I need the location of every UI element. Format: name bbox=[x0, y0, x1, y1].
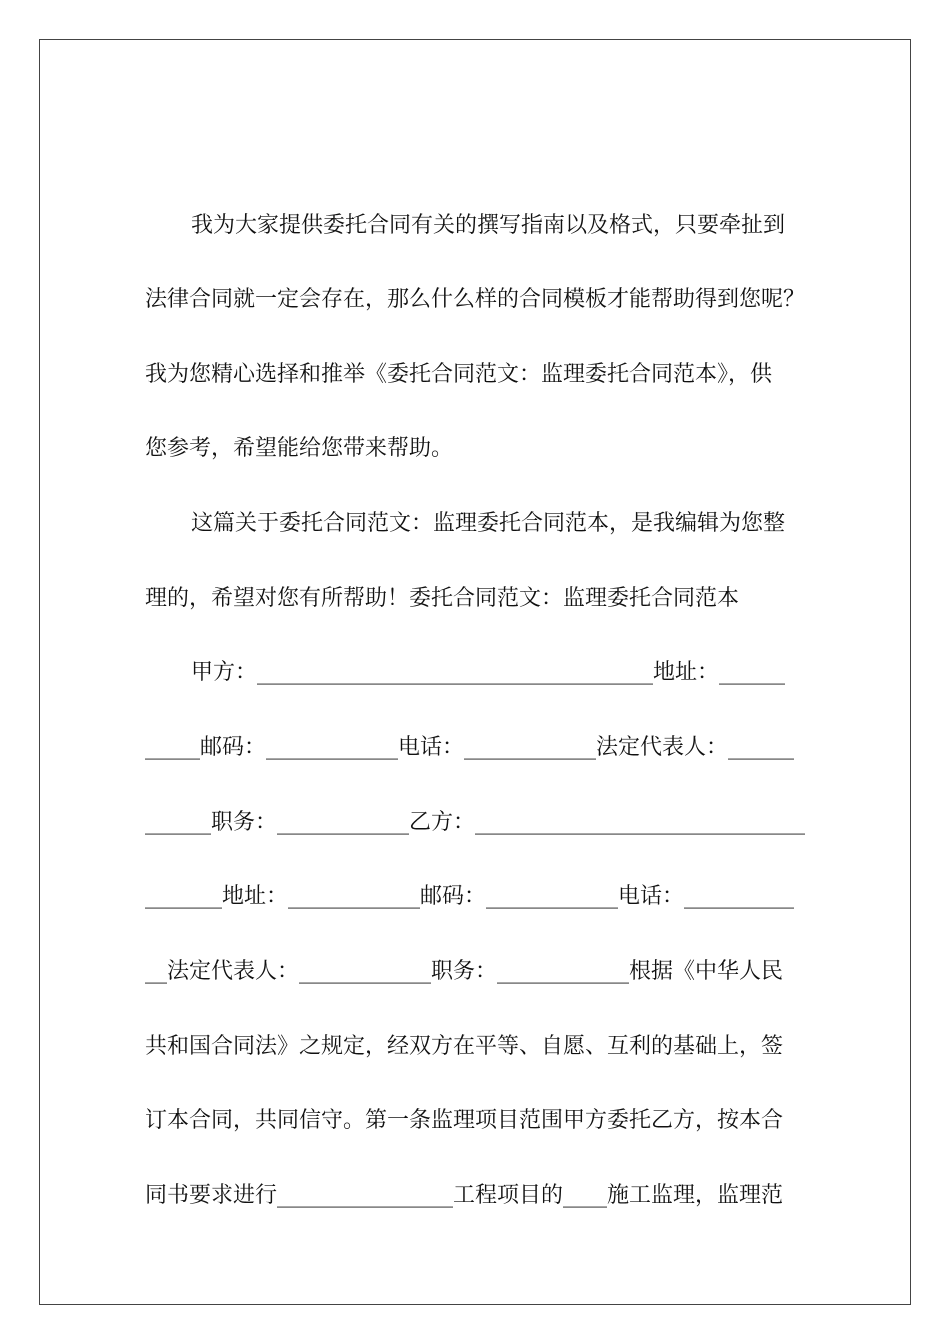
paragraph-line-2: 法律合同就一定会存在，那么什么样的合同模板才能帮助得到您呢？ bbox=[145, 287, 806, 312]
paragraph-line-4: 您参考，希望能给您带来帮助。 bbox=[145, 436, 454, 461]
representative-line: __法定代表人：____________职务：____________根据《中华人民 bbox=[145, 959, 784, 984]
paragraph-line-13: 订本合同，共同信守。第一条监理项目范围甲方委托乙方，按本合 bbox=[145, 1108, 784, 1133]
paragraph-line-5: 这篇关于委托合同范文：监理委托合同范本，是我编辑为您整 bbox=[191, 511, 786, 536]
party-a-line: 甲方：____________________________________地址：______ bbox=[191, 660, 786, 685]
paragraph-line-6: 理的，希望对您有所帮助！委托合同范文：监理委托合同范本 bbox=[145, 586, 740, 611]
paragraph-line-14: 同书要求进行________________工程项目的____施工监理，监理范 bbox=[145, 1183, 784, 1208]
party-b-contact-line: _______地址：____________邮码：____________电话：__________ bbox=[145, 884, 795, 909]
paragraph-line-1: 我为大家提供委托合同有关的撰写指南以及格式，只要牵扯到 bbox=[191, 213, 786, 238]
paragraph-line-3: 我为您精心选择和推举《委托合同范文：监理委托合同范本》，供 bbox=[145, 362, 773, 387]
party-a-contact-line: _____邮码：____________电话：____________法定代表人：______ bbox=[145, 735, 795, 760]
party-b-line: ______职务：____________乙方：______________________________ bbox=[145, 810, 806, 835]
paragraph-line-12: 共和国合同法》之规定，经双方在平等、自愿、互利的基础上，签 bbox=[145, 1034, 784, 1059]
